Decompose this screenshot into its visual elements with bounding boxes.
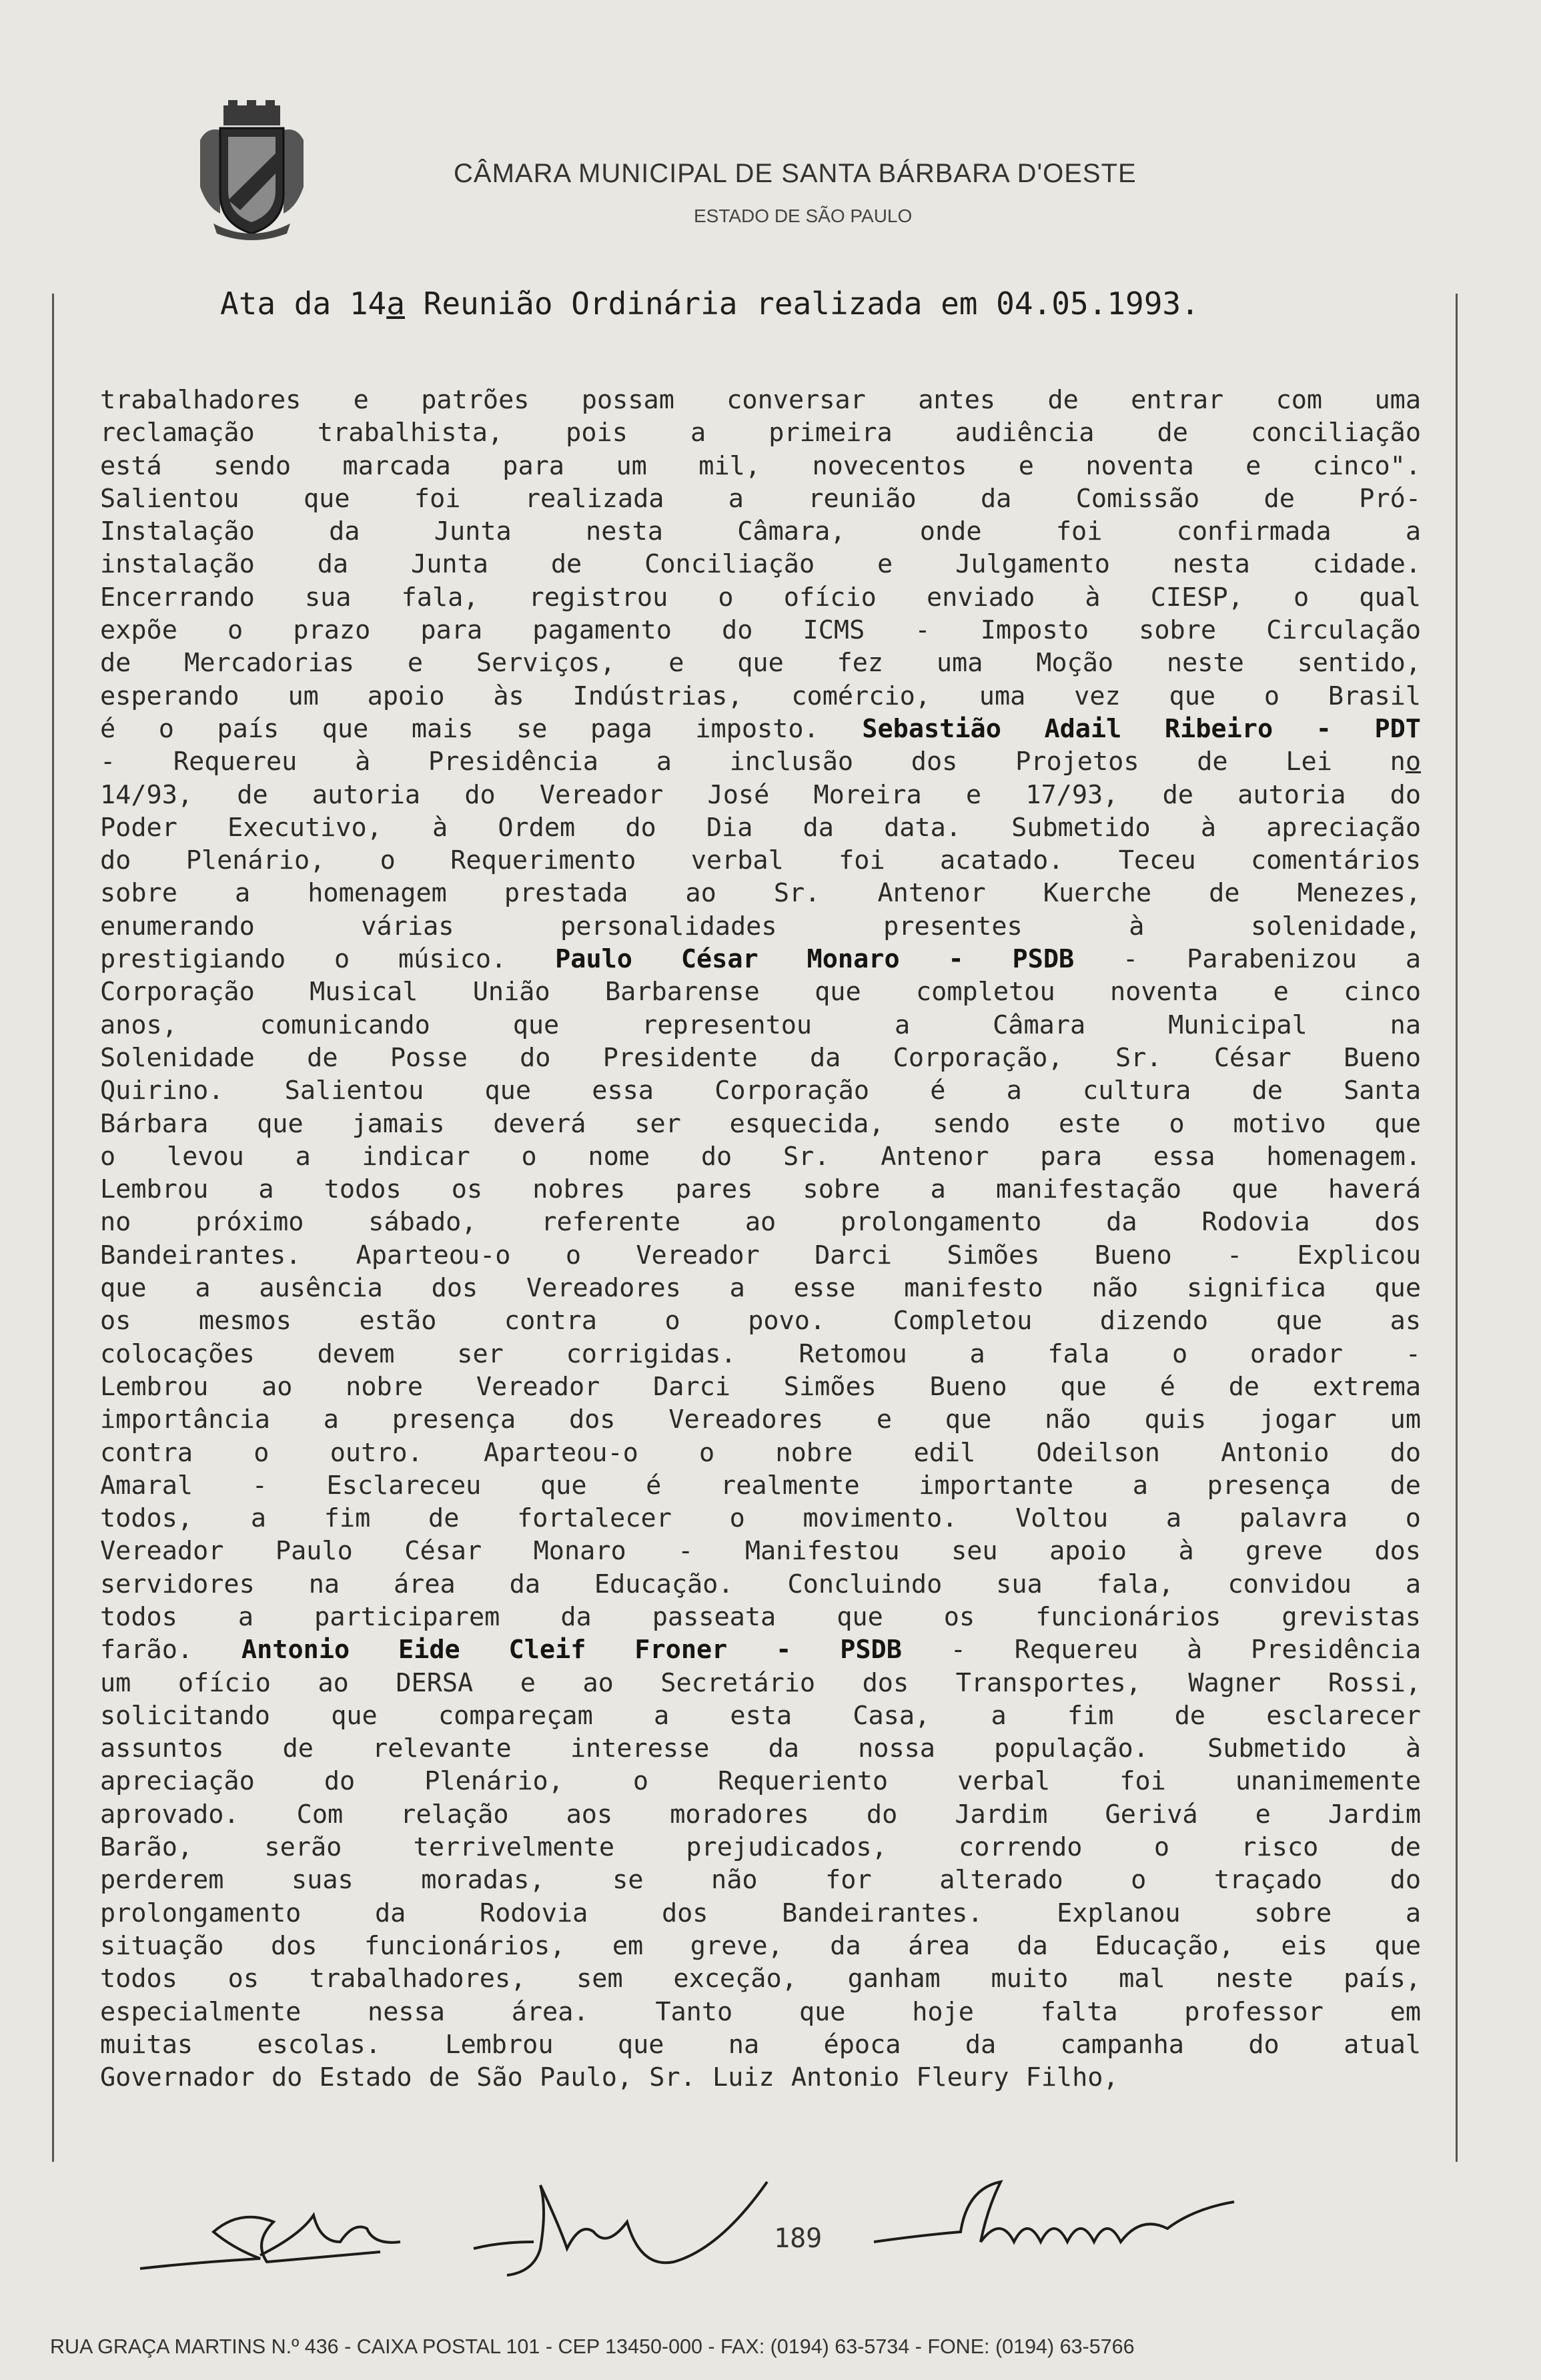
minutes-title [220, 286, 1354, 322]
institution-name: CÂMARA MUNICIPAL DE SANTA BÁRBARA D'OESTE [454, 159, 1137, 188]
text-line: Solenidade de Posse do Presidente da Corporação, Sr. César Bueno [100, 1042, 1421, 1073]
speaker-name: Paulo César Monaro - PSDB [555, 944, 1075, 975]
line-text: é o país que mais se paga imposto. [100, 713, 819, 744]
page-number: 189 [774, 2223, 823, 2254]
text-line: instalação da Junta de Conciliação e Julgamento nesta cidade. [100, 549, 1421, 580]
text-line: Quirino. Salientou que essa Corporação é a cultura de Santa [100, 1076, 1421, 1106]
text-line: está sendo marcada para um mil, novecentos e noventa e cinco". [100, 450, 1421, 481]
minutes-body [100, 384, 1421, 2094]
text-line: Poder Executivo, à Ordem do Dia da data. Submetido à apreciação [100, 812, 1421, 843]
text-line: Encerrando sua fala, registrou o ofício enviado à CIESP, o qual [100, 582, 1421, 613]
text-line: colocações devem ser corrigidas. Retomou a fala o orador - [100, 1338, 1421, 1369]
text-line [100, 943, 1421, 975]
text-line [100, 1633, 1421, 1666]
signature-icon [474, 2182, 767, 2275]
state-name: ESTADO DE SÃO PAULO [694, 206, 913, 226]
line-text: - Parabenizou a [1123, 944, 1421, 975]
text-line: todos, a fim de fortalecer o movimento. Voltou a palavra o [100, 1503, 1421, 1534]
text-line: os mesmos estão contra o povo. Completou dizendo que as [100, 1306, 1421, 1336]
signature-icon [140, 2215, 400, 2269]
text-line: 14/93, de autoria do Vereador José Moreira e 17/93, de autoria do [100, 779, 1421, 810]
text-line: perderem suas moradas, se não for alterado o traçado do [100, 1865, 1421, 1896]
line-text: - Requereu à Presidência [950, 1635, 1421, 1665]
text-line: situação dos funcionários, em greve, da área da Educação, eis que [100, 1930, 1421, 1961]
text-line: prolongamento da Rodovia dos Bandeirantes. Explanou sobre a [100, 1898, 1421, 1928]
left-margin-rule [52, 294, 54, 2162]
text-line: importância a presença dos Vereadores e que não quis jogar um [100, 1405, 1421, 1435]
text-line: anos, comunicando que representou a Câmara Municipal na [100, 1010, 1421, 1040]
text-line: Governador do Estado de São Paulo, Sr. Luiz Antonio Fleury Filho, [100, 2062, 1119, 2093]
text-line: esperando um apoio às Indústrias, comércio, uma vez que o Brasil [100, 681, 1421, 711]
line-text: farão. [100, 1635, 193, 1665]
text-line: aprovado. Com relação aos moradores do Jardim Gerivá e Jardim [100, 1799, 1421, 1830]
signatures [100, 2168, 1434, 2289]
speaker-name: Antonio Eide Cleif Froner - PSDB [241, 1635, 902, 1665]
text-line: Lembrou ao nobre Vereador Darci Simões Bueno que é de extrema [100, 1371, 1421, 1402]
text-line: de Mercadorias e Serviços, e que fez uma Moção neste sentido, [100, 648, 1421, 679]
text-line: Salientou que foi realizada a reunião da Comissão de Pró- [100, 483, 1421, 514]
text-line: Vereador Paulo César Monaro - Manifestou seu apoio à greve dos [100, 1536, 1421, 1567]
text-line [100, 745, 1421, 778]
text-line: enumerando várias personalidades presentes à solenidade, [100, 911, 1421, 941]
coat-of-arms-icon [193, 100, 310, 240]
text-line: todos os trabalhadores, sem exceção, ganham muito mal neste país, [100, 1964, 1421, 1994]
text-line: Corporação Musical União Barbarense que completou noventa e cinco [100, 977, 1421, 1008]
text-line: solicitando que compareçam a esta Casa, a fim de esclarecer [100, 1700, 1421, 1731]
text-line: que a ausência dos Vereadores a esse manifesto não significa que [100, 1273, 1421, 1304]
speaker-name: Sebastião Adail Ribeiro - PDT [862, 713, 1421, 744]
signature-icon [874, 2182, 1234, 2242]
text-line: Amaral - Esclareceu que é realmente importante a presença de [100, 1470, 1421, 1501]
text-line: sobre a homenagem prestada ao Sr. Antenor Kuerche de Menezes, [100, 878, 1421, 909]
text-line: Lembrou a todos os nobres pares sobre a manifestação que haverá [100, 1174, 1421, 1205]
text-line: o levou a indicar o nome do Sr. Antenor para essa homenagem. [100, 1141, 1421, 1172]
text-line: do Plenário, o Requerimento verbal foi acatado. Teceu comentários [100, 845, 1421, 876]
right-margin-rule [1456, 294, 1458, 2162]
text-line: Bárbara que jamais deverá ser esquecida, sendo este o motivo que [100, 1108, 1421, 1139]
text-line: muitas escolas. Lembrou que na época da campanha do atual [100, 2029, 1421, 2060]
text-line: servidores na área da Educação. Concluindo sua fala, convidou a [100, 1569, 1421, 1599]
line-text: prestigiando o músico. [100, 944, 507, 975]
text-line: apreciação do Plenário, o Requeriento verbal foi unanimemente [100, 1766, 1421, 1797]
text-line: Barão, serão terrivelmente prejudicados, correndo o risco de [100, 1832, 1421, 1863]
title-ordinal: a [386, 286, 405, 322]
text-line: Instalação da Junta nesta Câmara, onde foi confirmada a [100, 516, 1421, 547]
text-line [100, 713, 1421, 745]
title-prefix: Ata da 14 [220, 286, 387, 322]
text-line: expõe o prazo para pagamento do ICMS - Imposto sobre Circulação [100, 615, 1421, 646]
text-line: trabalhadores e patrões possam conversar antes de entrar com uma [100, 385, 1421, 415]
title-suffix: Reunião Ordinária realizada em 04.05.1993. [404, 286, 1199, 322]
text-line: assuntos de relevante interesse da nossa população. Submetido à [100, 1733, 1421, 1764]
text-line: contra o outro. Aparteou-o o nobre edil Odeilson Antonio do [100, 1437, 1421, 1468]
ordinal-mark: o [1405, 747, 1421, 777]
text-line: um ofício ao DERSA e ao Secretário dos Transportes, Wagner Rossi, [100, 1667, 1421, 1698]
line-text: - Requereu à Presidência a inclusão dos Projetos de Lei n [100, 747, 1406, 777]
text-line: reclamação trabalhista, pois a primeira audiência de conciliação [100, 418, 1421, 448]
footer-address: RUA GRAÇA MARTINS N.º 436 - CAIXA POSTAL 101 - CEP 13450-000 - FAX: (0194) 63-5734 - FONE: (0194) 63-5766 [50, 2335, 1135, 2358]
text-line: Bandeirantes. Aparteou-o o Vereador Darci Simões Bueno - Explicou [100, 1240, 1421, 1270]
text-line: no próximo sábado, referente ao prolongamento da Rodovia dos [100, 1207, 1421, 1238]
text-line: todos a participarem da passeata que os funcionários grevistas [100, 1601, 1421, 1632]
text-line: especialmente nessa área. Tanto que hoje falta professor em [100, 1996, 1421, 2027]
